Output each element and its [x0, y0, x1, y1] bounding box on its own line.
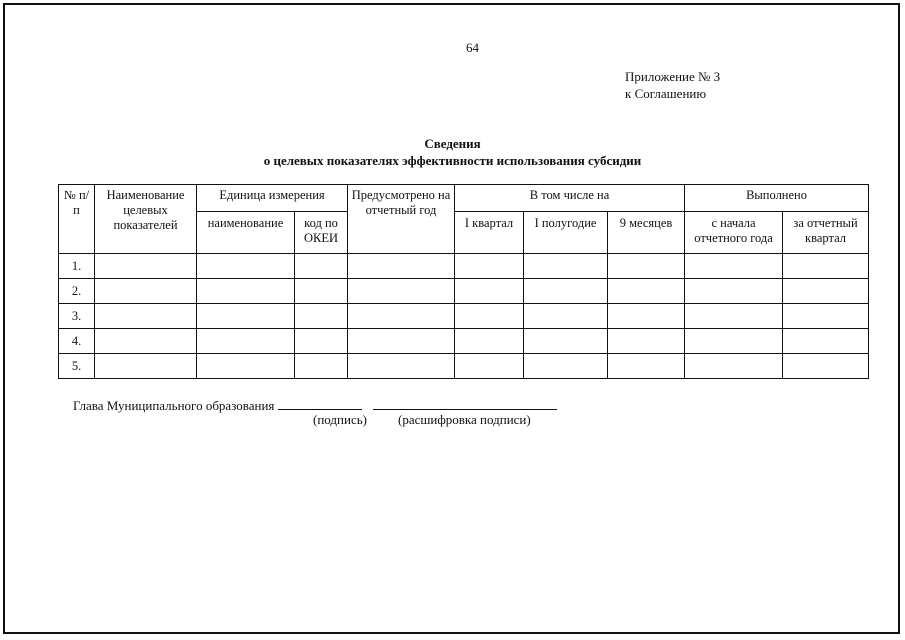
cell[interactable]	[783, 329, 869, 354]
cell[interactable]	[95, 304, 197, 329]
cell[interactable]	[608, 254, 685, 279]
cell[interactable]	[524, 329, 608, 354]
signature-decode-line[interactable]	[373, 397, 557, 410]
cell[interactable]	[685, 354, 783, 379]
cell[interactable]	[455, 354, 524, 379]
row-number: 3.	[59, 304, 95, 329]
cell[interactable]	[197, 279, 295, 304]
cell[interactable]	[455, 279, 524, 304]
cell[interactable]	[524, 279, 608, 304]
cell[interactable]	[608, 304, 685, 329]
cell[interactable]	[783, 304, 869, 329]
cell[interactable]	[524, 354, 608, 379]
signature-label: Глава Муниципального образования	[73, 398, 275, 413]
table-row	[59, 254, 869, 279]
cell[interactable]	[95, 254, 197, 279]
cell[interactable]	[524, 304, 608, 329]
signature-caption: (подпись)	[313, 412, 367, 427]
cell[interactable]	[295, 279, 348, 304]
appendix-note	[625, 68, 720, 102]
title-line-2: о целевых показателях эффективности использования субсидии	[263, 153, 642, 168]
header-indicator-name: Наименование целевых показателей	[95, 185, 197, 254]
cell[interactable]	[455, 304, 524, 329]
table-row	[59, 329, 869, 354]
cell[interactable]	[455, 254, 524, 279]
cell[interactable]	[685, 254, 783, 279]
cell[interactable]	[295, 254, 348, 279]
cell[interactable]	[455, 329, 524, 354]
indicators-table	[58, 184, 869, 379]
cell[interactable]	[685, 329, 783, 354]
cell[interactable]	[295, 329, 348, 354]
header-done: Выполнено	[685, 185, 869, 212]
table-row	[59, 304, 869, 329]
cell[interactable]	[197, 304, 295, 329]
cell[interactable]	[685, 304, 783, 329]
cell[interactable]	[197, 354, 295, 379]
cell[interactable]	[783, 354, 869, 379]
document-title	[0, 135, 905, 169]
cell[interactable]	[608, 329, 685, 354]
table-row	[59, 354, 869, 379]
signature-decode-caption: (расшифровка подписи)	[398, 412, 531, 427]
row-number: 5.	[59, 354, 95, 379]
row-number: 2.	[59, 279, 95, 304]
cell[interactable]	[95, 279, 197, 304]
cell[interactable]	[608, 279, 685, 304]
header-num: № п/п	[59, 185, 95, 254]
header-for-quarter: за отчетный квартал	[783, 212, 869, 254]
header-q1: I квартал	[455, 212, 524, 254]
header-unit: Единица измерения	[197, 185, 348, 212]
cell[interactable]	[348, 329, 455, 354]
appendix-line-2: к Соглашению	[625, 86, 707, 101]
cell[interactable]	[95, 354, 197, 379]
cell[interactable]	[348, 279, 455, 304]
header-unit-code: код по ОКЕИ	[295, 212, 348, 254]
page-number: 64	[466, 40, 479, 55]
cell[interactable]	[783, 254, 869, 279]
cell[interactable]	[348, 354, 455, 379]
cell[interactable]	[524, 254, 608, 279]
cell[interactable]	[783, 279, 869, 304]
cell[interactable]	[685, 279, 783, 304]
cell[interactable]	[608, 354, 685, 379]
cell[interactable]	[295, 354, 348, 379]
appendix-line-1: Приложение № 3	[625, 69, 721, 84]
cell[interactable]	[295, 304, 348, 329]
header-unit-name: наименование	[197, 212, 295, 254]
header-including: В том числе на	[455, 185, 685, 212]
cell[interactable]	[95, 329, 197, 354]
cell[interactable]	[197, 329, 295, 354]
table-row	[59, 279, 869, 304]
cell[interactable]	[197, 254, 295, 279]
header-h1: I полугодие	[524, 212, 608, 254]
cell[interactable]	[348, 254, 455, 279]
title-line-1: Сведения	[424, 136, 481, 151]
header-9m: 9 месяцев	[608, 212, 685, 254]
signature-line[interactable]	[278, 397, 362, 410]
row-number: 4.	[59, 329, 95, 354]
header-planned: Предусмотрено на отчетный год	[348, 185, 455, 254]
row-number: 1.	[59, 254, 95, 279]
cell[interactable]	[348, 304, 455, 329]
header-since-start: с начала отчетного года	[685, 212, 783, 254]
